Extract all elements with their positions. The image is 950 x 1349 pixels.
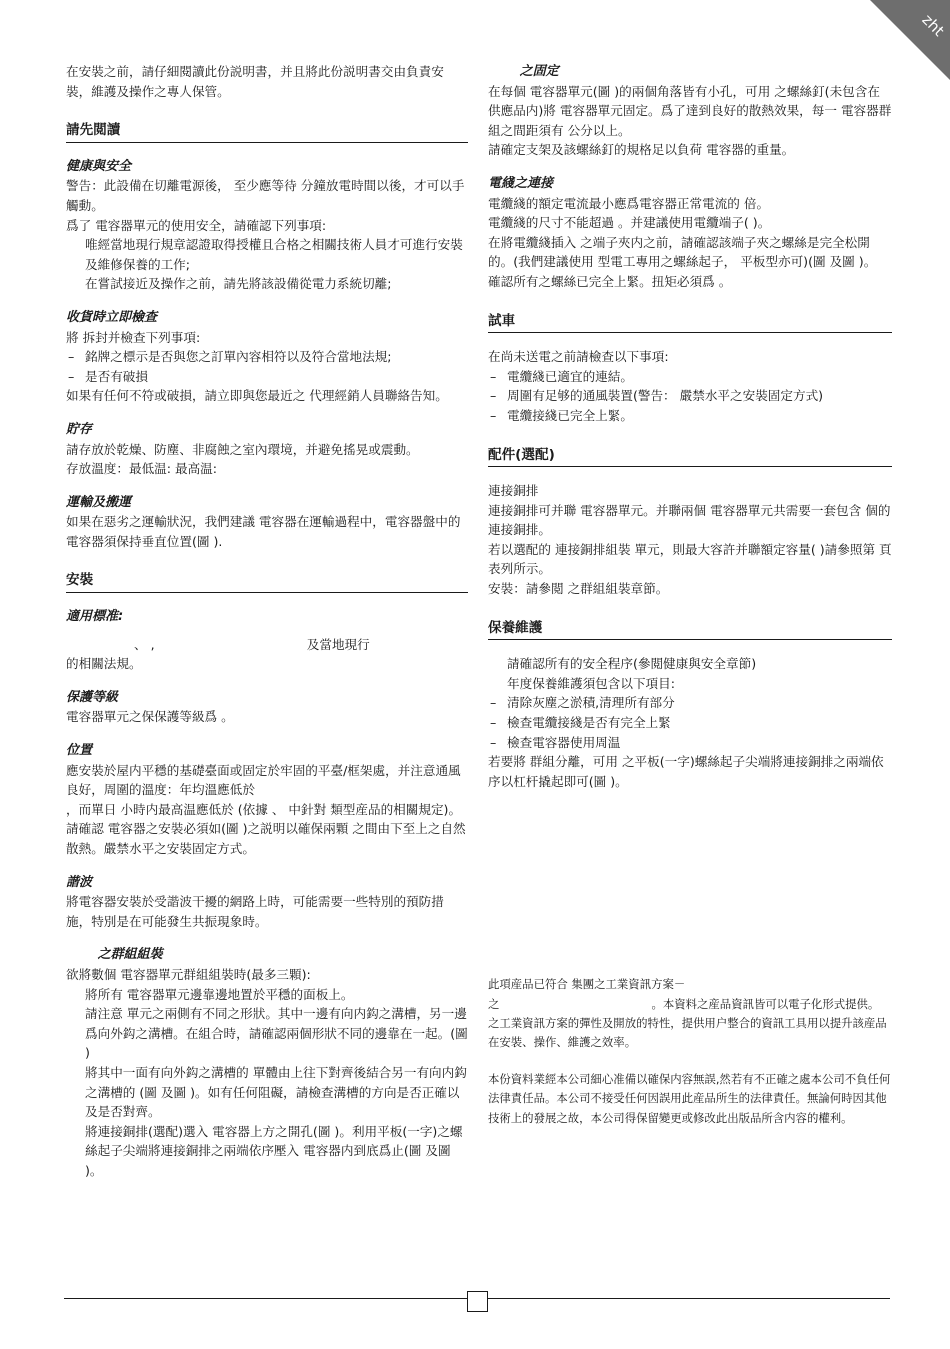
- accessories-parallel: 連接銅排可并聯 電容器單元。并聯兩個 電容器單元共需要一套包含 個的連接銅排。: [488, 502, 891, 538]
- transport-text: 如果在惡劣之運輸狀況，我們建議 電容器在運輸過程中，電容器盤中的 電容器須保持垂直位置(圖 ).: [66, 514, 461, 549]
- cable-torque: 確認所有之螺絲已完全上緊。扭矩必須爲 。: [488, 273, 732, 289]
- info-line-2: 之 。本資料之産品資訊皆可以電子化形式提供。: [488, 996, 880, 1011]
- info-line-1: 此項産品已符合 集團之工業資訊方案－: [488, 977, 686, 992]
- location-text-2: ，而單日 小時内最高温應低於 (依據 、 中針對 類型産品的相關規定)。: [66, 801, 462, 817]
- right-column: [488, 62, 892, 1128]
- subheading-cable-connection: 電綫之連接: [488, 175, 554, 191]
- accessories-capacity: 若以選配的 連接銅排組裝 單元，則最大容許并聯額定容量( )請參照第 頁表列所示。: [488, 541, 892, 577]
- cable-current: 電纜綫的額定電流最小應爲電容器正常電流的 倍。: [488, 195, 770, 211]
- subheading-protection: 保護等級: [66, 689, 119, 705]
- commissioning-item-2: – 周圍有足够的通風裝置(警告： 嚴禁水平之安裝固定方式): [488, 386, 892, 406]
- section-heading-maintenance: 保養維護: [488, 619, 892, 641]
- section-heading-installation: 安裝: [66, 571, 468, 593]
- left-column: [66, 62, 468, 1181]
- location-text-1: 應安裝於屋内平穩的基礎臺面或固定於牢固的平臺/框架處，并注意通風良好，周圍的溫度：年均溫應低於: [66, 762, 461, 798]
- section-heading-commissioning: 試車: [488, 312, 892, 334]
- section-heading-accessories: 配件(選配): [488, 446, 892, 468]
- subheading-standards: 適用標准:: [66, 609, 124, 625]
- receiving-item-2: – 是否有破損: [66, 367, 468, 387]
- maintenance-item-1: – 清除灰塵之淤積,清理所有部分: [488, 693, 892, 713]
- group-step-2: 請注意 單元之兩側有不同之形狀。其中一邊有向内鈎之溝槽，另一邊爲向外鈎之溝槽。在組合時，請確認兩個形狀不同的邊靠在一起。(圖 ): [85, 1006, 468, 1061]
- mounting-load: 請確定支架及該螺絲釘的規格足以負荷 電容器的重量。: [488, 142, 795, 158]
- protection-text: 電容器單元之保保護等級爲 。: [66, 709, 234, 725]
- group-step-3: 將其中一面有向外鈎之溝槽的 單體由上往下對齊後結合另一有向内鈎之溝槽的 (圖 及圖 )。如有任何阻礙，請檢查溝槽的方向是否正確以及是否對齊。: [85, 1064, 467, 1120]
- mounting-text: 在每個 電容器單元(圖 )的兩個角落皆有小孔，可用 之螺絲釘(未包含在供應品内)將 電容器單元固定。爲了達到良好的散熱效果，每一 電容器群組之間距須有 公分以上。: [488, 83, 892, 138]
- subheading-harmonics: 諧波: [66, 874, 93, 890]
- commissioning-item-3: – 電纜接綫已完全上緊。: [488, 406, 892, 426]
- commissioning-intro: 在尚未送電之前請檢查以下事項:: [488, 349, 669, 365]
- info-block: [488, 975, 892, 1052]
- group-step-1: 將所有 電容器單元邊靠邊地置於平穩的面板上。: [85, 986, 354, 1002]
- health-item-2: 在嘗試接近及操作之前，請先將該設備從電力系統切離;: [85, 276, 392, 292]
- cable-size: 電纜綫的尺寸不能超過 。并建議使用電纜端子( )。: [488, 215, 771, 231]
- storage-conditions: 請存放於乾燥、防塵、非腐蝕之室內環境，并避免搖晃或震動。: [66, 441, 419, 457]
- subheading-storage: 貯存: [66, 421, 93, 437]
- standards-line-1: 、 , 及當地現行: [66, 636, 370, 652]
- receiving-item-1: – 銘牌之標示是否與您之訂單內容相符以及符合當地法規;: [66, 347, 468, 367]
- health-warning: 警告：此設備在切離電源後， 至少應等待 分鐘放電時間以後，才可以手觸動。: [66, 178, 465, 213]
- intro-paragraph: 在安裝之前，請仔細閱讀此份説明書，并且將此份説明書交由負責安裝，維護及操作之專人保管。: [66, 64, 444, 99]
- receiving-contact: 如果有任何不符或破損，請立即與您最近之 代理經銷人員聯絡告知。: [66, 388, 448, 404]
- accessories-busbar: 連接銅排: [488, 483, 539, 499]
- health-confirm: 爲了 電容器單元的使用安全，請確認下列事項:: [66, 217, 327, 233]
- subheading-transport: 運輸及搬運: [66, 494, 132, 510]
- cable-insert: 在將電纜綫插入 之端子夾内之前，請確認該端子夾之螺絲是完全松開的。(我們建議使用 型電工專用之螺絲起子， 平板型亦可)(圖 及圖 )。: [488, 234, 877, 270]
- legal-disclaimer: 本份資料業經本公司細心准備以確保内容無誤,然若有不正確之處本公司不負任何法律責任品。本公司不接受任何因誤用此産品所生的法律責任。無論何時因其他技術上的發展之故，本公司得保留變更或修改此出版品所含内容的權利。: [488, 1072, 891, 1125]
- maintenance-annual: 年度保養維護須包含以下項目:: [507, 675, 675, 691]
- receiving-intro: 將 拆封并檢查下列事項:: [66, 329, 201, 345]
- subheading-health-safety: 健康與安全: [66, 158, 132, 174]
- accessories-install: 安裝：請參閲 之群組組裝章節。: [488, 581, 669, 597]
- maintenance-item-3: – 檢查電容器使用周温: [488, 733, 892, 753]
- subheading-group-assembly: 之群組組裝: [66, 947, 163, 963]
- group-intro: 欲將數個 電容器單元群組組裝時(最多三顆):: [66, 966, 311, 982]
- maintenance-item-2: – 檢查電纜接綫是否有完全上緊: [488, 713, 892, 733]
- maintenance-safety: 請確認所有的安全程序(參閲健康與安全章節): [507, 656, 757, 672]
- commissioning-item-1: – 電纜綫已適宜的連結。: [488, 367, 892, 387]
- subheading-mounting: 之固定: [488, 64, 559, 79]
- section-heading-read-first: 請先閲讀: [66, 121, 468, 143]
- health-item-1: 唯經當地現行規章認證取得授權且合格之相關技術人員才可進行安裝及維修保養的工作;: [85, 237, 463, 272]
- language-code: zht: [918, 10, 948, 40]
- subheading-receiving: 收貨時立即檢查: [66, 309, 158, 325]
- page-number-box: [467, 1291, 488, 1312]
- info-line-3: 之工業資訊方案的彈性及開放的特性，提供用户整合的資訊工具用以提升該産品在安裝、操作、維護之效率。: [488, 1015, 887, 1050]
- storage-temperature: 存放溫度：最低温: 最高温:: [66, 461, 218, 477]
- group-step-4: 將連接銅排(選配)選入 電容器上方之開孔(圖 )。利用平板(一字)之螺絲起子尖端將連接銅排之兩端依序壓入 電容器内到底爲止(圖 及圖 )。: [85, 1123, 463, 1178]
- harmonics-text: 將電容器安裝於受諧波干擾的網路上時，可能需要一些特別的預防措施，特別是在可能發生共振現象時。: [66, 894, 444, 929]
- location-text-3: 請確認 電容器之安裝必須如(圖 )之説明以確保兩顆 之間由下至上之自然散熱。嚴禁水平之安裝固定方式。: [66, 821, 466, 856]
- maintenance-separation: 若要將 群組分離，可用 之平板(一字)螺絲起子尖端將連接銅排之兩端依序以杠杆撬起即可(圖 )。: [488, 754, 884, 789]
- subheading-location: 位置: [66, 743, 93, 759]
- standards-line-2: 的相關法規。: [66, 656, 142, 672]
